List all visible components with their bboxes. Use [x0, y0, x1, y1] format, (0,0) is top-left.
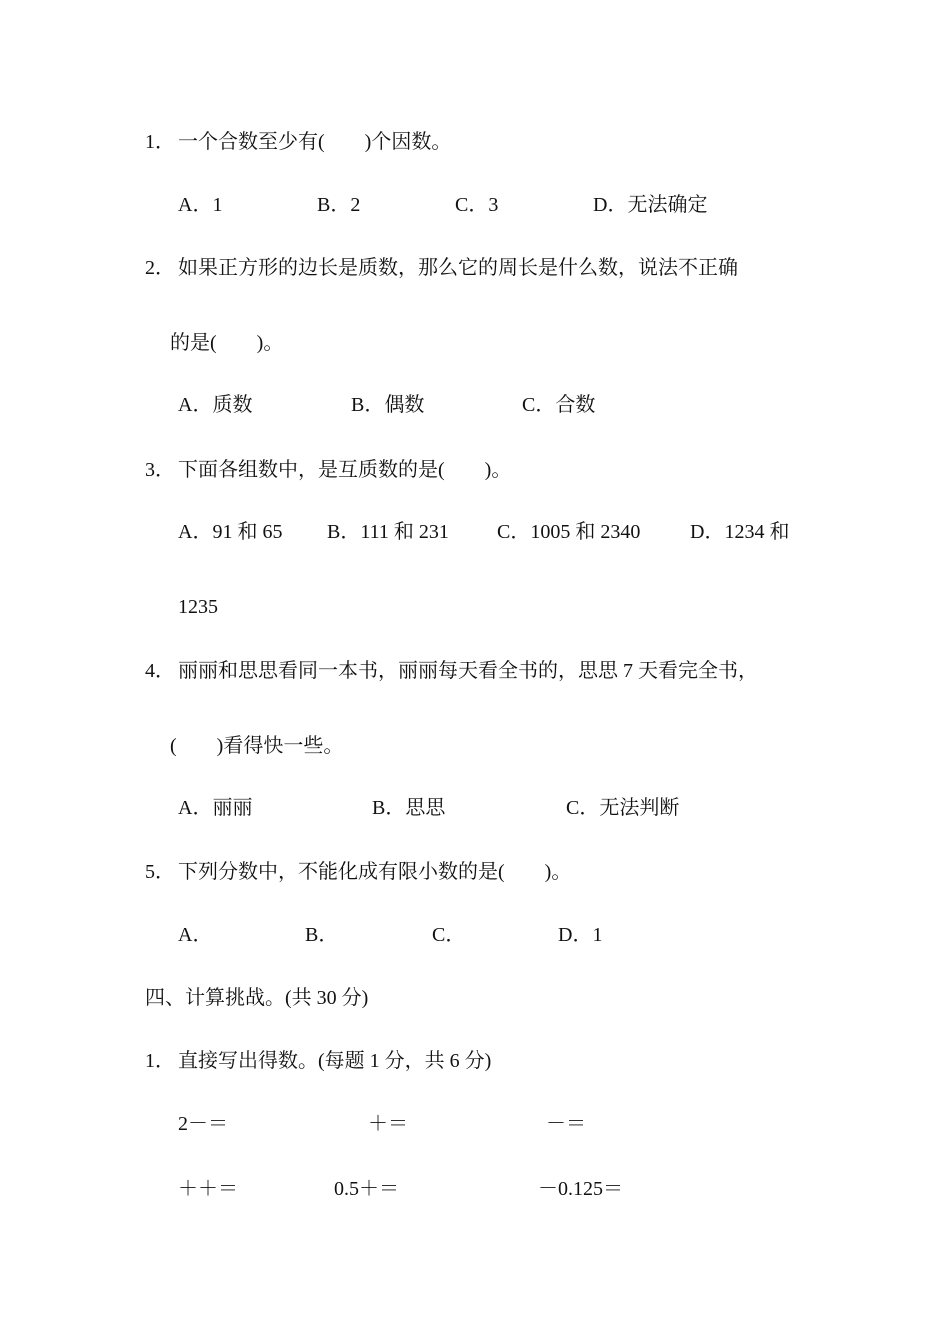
question-4-stem-continued: ( )看得快一些。 [170, 735, 344, 757]
section-title: 四、计算挑战。(共 30 分) [145, 987, 369, 1009]
question-2-stem: 如果正方形的边长是质数，那么它的周长是什么数，说法不正确 [178, 257, 738, 279]
calc-item-1-3: －＝ [546, 1113, 586, 1135]
question-5-option-c: C． [432, 924, 466, 946]
question-1-option-d: D．无法确定 [593, 194, 708, 216]
question-3-option-a: A．91 和 65 [178, 521, 283, 543]
question-1-stem: 一个合数至少有( )个因数。 [178, 131, 452, 153]
question-3-option-c: C．1005 和 2340 [497, 521, 641, 543]
question-2-number: 2． [145, 257, 175, 279]
question-3-option-d-continued: 1235 [178, 596, 218, 618]
calc-item-1-1: 2－＝ [178, 1113, 228, 1135]
calc-item-2-3: －0.125＝ [538, 1178, 623, 1200]
question-1-option-c: C．3 [455, 194, 499, 216]
question-4-number: 4． [145, 660, 175, 682]
question-1-option-a: A．1 [178, 194, 223, 216]
question-4-option-a: A．丽丽 [178, 797, 253, 819]
question-5-option-b: B． [305, 924, 339, 946]
question-3-option-d: D．1234 和 [690, 521, 790, 543]
question-3-number: 3． [145, 459, 175, 481]
question-3-stem: 下面各组数中，是互质数的是( )。 [178, 459, 512, 481]
question-2-stem-continued: 的是( )。 [170, 332, 284, 354]
subsection-title: 直接写出得数。(每题 1 分，共 6 分) [178, 1050, 492, 1072]
question-5-stem: 下列分数中，不能化成有限小数的是( )。 [178, 861, 572, 883]
question-4-option-c: C．无法判断 [566, 797, 680, 819]
question-1-number: 1． [145, 131, 175, 153]
calc-item-1-2: ＋＝ [368, 1113, 408, 1135]
question-2-option-a: A．质数 [178, 394, 253, 416]
calc-item-2-2: 0.5＋＝ [334, 1178, 399, 1200]
question-3-option-b: B．111 和 231 [327, 521, 449, 543]
question-4-stem: 丽丽和思思看同一本书，丽丽每天看全书的，思思 7 天看完全书， [178, 660, 758, 682]
question-4-option-b: B．思思 [372, 797, 446, 819]
subsection-number: 1． [145, 1050, 175, 1072]
calc-item-2-1: ＋＋＝ [178, 1178, 238, 1200]
question-5-number: 5． [145, 861, 175, 883]
question-5-option-d: D．1 [558, 924, 603, 946]
question-1-option-b: B．2 [317, 194, 361, 216]
question-5-option-a: A． [178, 924, 213, 946]
question-2-option-c: C．合数 [522, 394, 596, 416]
question-2-option-b: B．偶数 [351, 394, 425, 416]
